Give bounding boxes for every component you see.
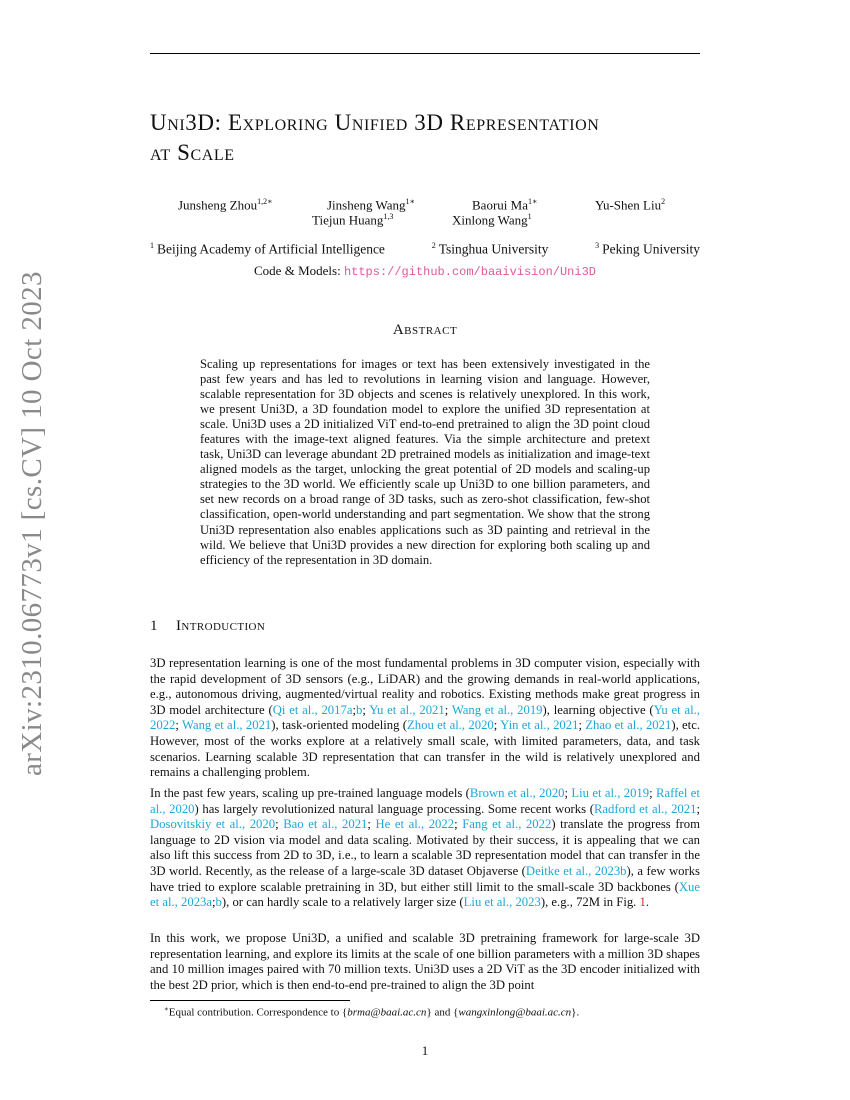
citation-link[interactable]: Brown et al., 2020: [469, 786, 565, 800]
email-link[interactable]: wangxinlong@baai.ac.cn: [458, 1006, 572, 1019]
author: Junsheng Zhou$^{1,2∗}$: [178, 197, 273, 213]
figure-ref-link[interactable]: 1: [639, 895, 646, 910]
affiliations: [150, 238, 700, 258]
intro-paragraph-3: In this work, we propose Uni3D, a unified and scalable 3D pretraining framework for large-scale 3D representation learning, and explore its limits at the scale of one billion parameters with a million 3D shapes and 10 million images paired with 70 million texts. Uni3D uses a 2D ViT as the 3D encoder initialized with the best 2D prior, which is then end-to-end pre-trained to align the 3D point: [150, 931, 700, 992]
intro-paragraph-2: In the past few years, scaling up pre-trained language models (Brown et al., 2020; Liu et al., 2019; Raffel et al., 2020) has largely revolutionized natural language processing. Some recent works (Radford et al., 2021; Dosovitskiy et al., 2020; Bao et al., 2021; He et al., 2022; Fang et al., 2022) translate the progress from language to 2D vision via model and data scaling. Motivated by their success, it is appealing that we can also lift this success from 2D to 3D, i.e., to learn a scalable 3D representation model that can transfer in the 3D world. Recently, as the release of a large-scale 3D dataset Objaverse (Deitke et al., 2023b), a few works have tried to explore scalable pretraining in 3D, but either still limit to the small-scale 3D backbones (Xue et al., 2023a;b), or can hardly scale to a relatively larger size (Liu et al., 2023), e.g., 72M in Fig. 1.: [150, 786, 700, 910]
page-number: 1: [421, 1043, 429, 1058]
intro-paragraph-1: 3D representation learning is one of the most fundamental problems in 3D computer vision, especially with the rapid development of 3D sensors (e.g., LiDAR) and the growing demands in real-world applications, e.g., autonomous driving, augmented/virtual reality and robotics. Existing methods make great progress in 3D model architecture (Qi et al., 2017a;b; Yu et al., 2021; Wang et al., 2019), learning objective (Yu et al., 2022; Wang et al., 2021), task-oriented modeling (Zhou et al., 2020; Yin et al., 2021; Zhao et al., 2021), etc. However, most of the works explore at a relatively small scale, with limited parameters, data, and task scenarios. Learning scalable 3D representation that can transfer in the wild is relatively unexplored and remains a challenging problem.: [150, 656, 701, 780]
citation-link[interactable]: Bao et al., 2021: [283, 817, 368, 832]
section-title: Introduction: [176, 618, 266, 634]
top-rule: [150, 53, 700, 54]
author: Tiejun Huang$^{1,3}$: [312, 212, 394, 228]
citation-link[interactable]: Yu et al., 2022: [150, 702, 700, 733]
affiliation: $^3$ Peking University: [595, 241, 700, 257]
affiliation: $^2$ Tsinghua University: [431, 241, 549, 257]
author: Xinlong Wang$^1$: [452, 212, 532, 228]
arxiv-stamp-text: arXiv:2310.06773v1 [cs.CV] 10 Oct 2023: [16, 271, 48, 776]
code-url-link[interactable]: https://github.com/baaivision/Uni3D: [343, 265, 596, 279]
citation-link[interactable]: Liu et al., 2023: [463, 895, 541, 910]
citation-link[interactable]: He et al., 2022: [375, 817, 455, 832]
citation-link[interactable]: Raffel et al., 2020: [150, 786, 700, 816]
paper-title: [150, 108, 710, 168]
section-number: 1: [150, 618, 158, 634]
affiliation: $^1$ Beijing Academy of Artificial Intelligence: [150, 241, 385, 257]
citation-link[interactable]: Zhou et al., 2020: [407, 718, 494, 733]
citation-link[interactable]: Dosovitskiy et al., 2020: [150, 817, 276, 832]
citation-link[interactable]: Liu et al., 2019: [571, 786, 650, 800]
abstract-heading: Abstract: [392, 322, 458, 338]
author: Jinsheng Wang$^{1∗}$: [327, 197, 415, 213]
citation-link[interactable]: Deitke et al., 2023b: [525, 863, 627, 878]
citation-link[interactable]: Yu et al., 2021: [369, 702, 445, 717]
citation-link[interactable]: b: [215, 895, 222, 910]
citation-link[interactable]: Wang et al., 2021: [182, 718, 272, 733]
abstract-body: Scaling up representations for images or text has been extensively investigated in the past few years and has led to revolutions in learning vision and language. However, scalable representation for 3D objects and scenes is relatively unexplored. In this work, we present Uni3D, a 3D foundation model to explore the unified 3D representation at scale. Uni3D uses a 2D initialized ViT end-to-end pretrained to align the 3D point cloud features with the image-text aligned features. Via the simple architecture and pretext task, Uni3D can leverage abundant 2D pretrained models as initialization and image-text aligned models as the target, unlocking the great potential of 2D models and scaling-up strategies to the 3D world. We efficiently scale up Uni3D to one billion parameters, and set new records on a broad range of 3D tasks, such as zero-shot classification, few-shot classification, open-world understanding and part segmentation. We show that the strong Uni3D representation also enables applications such as 3D painting and retrieval in the wild. We believe that Uni3D provides a new direction for exploring both scaling up and efficiency of the representation in 3D domain.: [200, 357, 650, 567]
email-link[interactable]: brma@baai.ac.cn: [347, 1006, 427, 1019]
title-line-1: Uni3D: Exploring Unified 3D Representation: [150, 110, 600, 135]
citation-link[interactable]: b: [356, 702, 363, 717]
author: Baorui $Ma^{1∗}$: [472, 197, 538, 213]
citation-link[interactable]: Zhao et al., 2021: [585, 718, 672, 733]
citation-link[interactable]: Xue et al., 2023a: [150, 879, 700, 910]
citation-link[interactable]: Radford et al., 2021: [593, 801, 697, 816]
section-heading: [150, 618, 700, 635]
footnote: ∗Equal contribution. Correspondence to {brma@baai.ac.cn} and {wangxinlong@baai.ac.cn}.: [164, 1005, 580, 1019]
code-models-line: [150, 263, 700, 280]
citation-link[interactable]: Qi et al., 2017a: [272, 702, 353, 717]
code-label: Code & Models:: [254, 263, 341, 278]
title-line-2: at Scale: [150, 140, 235, 165]
citation-link[interactable]: Fang et al., 2022: [462, 817, 552, 832]
citation-link[interactable]: Wang et al., 2019: [451, 702, 543, 717]
citation-link[interactable]: Yin et al., 2021: [500, 718, 579, 733]
footnote-rule: [150, 1000, 350, 1001]
author: Yu-Shen Liu$^2$: [595, 197, 666, 213]
